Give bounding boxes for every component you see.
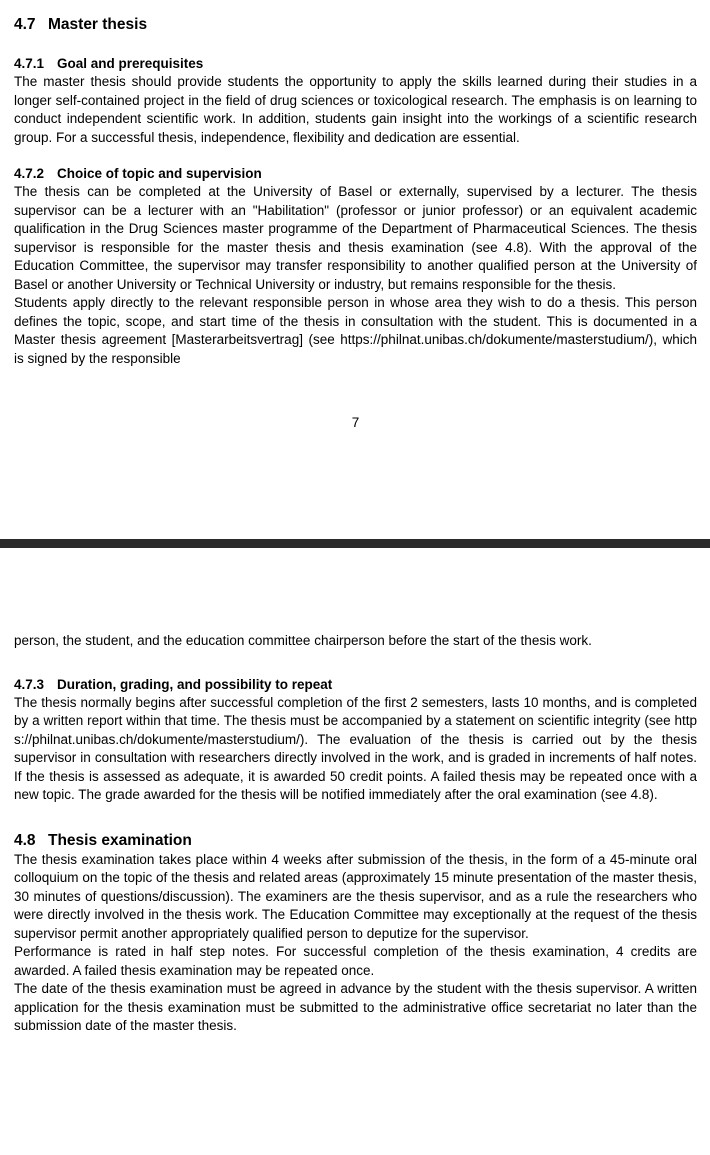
pdf-page-8 bbox=[0, 548, 710, 1155]
paragraph-continuation: person, the student, and the education committee chairperson before the start of the thesis work. bbox=[14, 633, 592, 648]
section-heading-4-8 bbox=[14, 831, 697, 851]
page-break-divider bbox=[0, 539, 710, 548]
paragraph-text: ). The evaluation of the thesis is carried out by the thesis supervisor in consultation with researchers directly involved in the work, and is graded in increments of half notes. If the thesis is assessed as adequate, it is awarded 50 credit points. A failed thesis may be repeated once with a new topic. The grade awarded for the thesis will be notified immediately after the oral examination (see 4.8). bbox=[14, 731, 697, 802]
paragraph-text: The thesis normally begins after successful completion of the first 2 semesters, lasts 10 months, and is completed by a written report within that time. The thesis must be accompanied by a statement on scientific integrity (see bbox=[14, 694, 697, 728]
masterstudium-link[interactable]: https://philnat.unibas.ch/dokumente/masterstudium/ bbox=[340, 332, 649, 347]
section-number: 4.8 bbox=[14, 831, 36, 849]
paragraph-examination-3: The date of the thesis examination must be agreed in advance by the student with the thesis supervisor. A written application for the thesis examination must be submitted to the administrative office secretariat no later than the submission date of the master thesis. bbox=[14, 981, 697, 1033]
section-heading-4-7-2 bbox=[14, 165, 697, 183]
section-title: Thesis examination bbox=[48, 831, 192, 849]
section-title: Duration, grading, and possibility to repeat bbox=[57, 676, 333, 692]
section-number: 4.7.2 bbox=[14, 166, 45, 181]
paragraph-choice-supervision-2 bbox=[14, 294, 697, 368]
section-number: 4.7.3 bbox=[14, 676, 45, 692]
section-title: Goal and prerequisites bbox=[57, 56, 204, 71]
paragraph-examination-1: The thesis examination takes place within 4 weeks after submission of the thesis, in the form of a 45-minute oral colloquium on the topic of the thesis and related areas (approximately 15 minute presentation of the master thesis, 30 minutes of questions/discussion). The examiners are the thesis supervisor, and as a rule the researchers who were directly involved in the thesis work. The Education Committee may exceptionally at the request of the thesis supervisor permit another appropriately qualified person to deputize for the supervisor. bbox=[14, 851, 697, 941]
section-heading-4-7-3 bbox=[14, 676, 697, 694]
section-number: 4.7 bbox=[14, 16, 36, 33]
section-heading-4-7-1 bbox=[14, 55, 697, 73]
paragraph-duration-grading bbox=[14, 694, 697, 805]
pdf-page-7 bbox=[0, 0, 710, 539]
masterstudium-link[interactable]: https://philnat.unibas.ch/dokumente/masterstudium/ bbox=[14, 713, 697, 747]
section-title: Master thesis bbox=[48, 16, 148, 33]
section-title: Choice of topic and supervision bbox=[57, 166, 262, 181]
paragraph-examination-2: Performance is rated in half step notes. For successful completion of the thesis examination, 4 credits are awarded. A failed thesis examination may be repeated once. bbox=[14, 944, 697, 978]
paragraph-text: ), which is signed by the responsible bbox=[14, 332, 697, 366]
section-number: 4.7.1 bbox=[14, 56, 45, 71]
paragraph-choice-supervision-1: The thesis can be completed at the University of Basel or externally, supervised by a lecturer. The thesis supervisor can be a lecturer with an "Habilitation" (professor or junior professor) or an equivalent academic qualification in the Drug Sciences master programme of the Department of Pharmaceutical Sciences. The thesis supervisor is responsible for the master thesis and thesis examination (see 4.8). With the approval of the Education Committee, the supervisor may transfer responsibility to another qualified person at the University of Basel or another University or Technical University or industry, but remains responsible for the thesis. bbox=[14, 184, 697, 292]
page-number: 7 bbox=[351, 415, 360, 430]
paragraph-text: Students apply directly to the relevant responsible person in whose area they wish to do a thesis. This person defines the topic, scope, and start time of the thesis in consultation with the student. This is documented in a Master thesis agreement [Masterarbeitsvertrag] (see bbox=[14, 295, 697, 347]
paragraph-goal-prerequisites: The master thesis should provide students the opportunity to apply the skills learned during their studies in a longer self-contained project in the field of drug sciences or toxicological research. The emphasis is on learning to conduct independent scientific work. In addition, students gain insight into the workings of a scientific research group. For a successful thesis, independence, flexibility and dedication are essential. bbox=[14, 74, 697, 145]
section-heading-4-7 bbox=[14, 15, 697, 35]
